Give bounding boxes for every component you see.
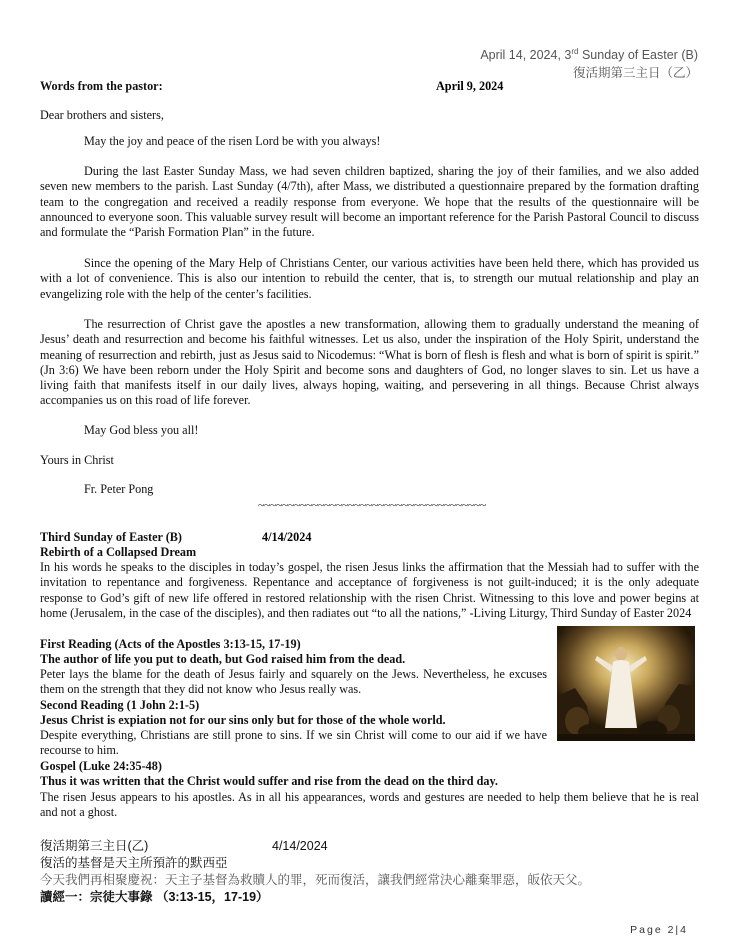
pastor-paragraph-4: The resurrection of Christ gave the apostles a new transformation, allowing them to gradually understand the meaning of Jesus’ death and resurrection and become his faithful witnesses. Let us also, under the inspiration of the Holy Spirit, understand the meaning of resurrection and rebirth, just as Jesus said to Nicodemus: “What is born of flesh is flesh and what is born of spirit is spirit.” (Jn 3:6) We have been reborn under the Holy Spirit and become sons and daughters of God, no longer slaves to sin. Let us have a living faith that manifests itself in our daily lives, always hoping, waiting, and persevering in all things. Because Christ always accompanies us on this road of life forever.	[40, 317, 699, 408]
chinese-title: 復活期第三主日(乙)	[40, 839, 149, 853]
reflection-date: 4/14/2024	[262, 530, 312, 544]
pastor-heading: Words from the pastor:	[40, 79, 163, 93]
pastor-blessing: May God bless you all!	[84, 423, 199, 437]
bulletin-chinese-header: 復活期第三主日（乙）	[572, 66, 698, 80]
first-reading-title: First Reading (Acts of the Apostles 3:13-15, 17-19)	[40, 637, 301, 651]
risen-christ-image	[557, 626, 695, 741]
pastor-signature: Fr. Peter Pong	[84, 482, 154, 496]
reflection-body: In his words he speaks to the disciples in today’s gospel, the risen Jesus links the affirmation that the Messiah had to suffer with the invitation to repentance and forgiveness. Repentance and acceptance of forgiveness is not guilt-induced; it is the only adequate response to God’s gift of new life offered in restored relationship with the risen Christ. Witnessing to this love and power begins at home (Jerusalem, in the case of the disciples), and then radiates out “to all the nations,” -Living Liturgy, Third Sunday of Easter 2024	[40, 560, 699, 620]
pastor-greeting: Dear brothers and sisters,	[40, 108, 164, 122]
page-number: Page 2|4	[630, 924, 688, 936]
gospel-title: Gospel (Luke 24:35-48)	[40, 759, 162, 773]
first-reading-body: Peter lays the blame for the death of Jesus fairly and squarely on the Jews. Nevertheless, he excuses them on the strength that they did not know who Jesus really was.	[40, 667, 547, 697]
reflection-title: Third Sunday of Easter (B)	[40, 530, 182, 544]
gospel-quote: Thus it was written that the Christ would suffer and rise from the dead on the third day.	[40, 774, 498, 788]
first-reading-quote: The author of life you put to death, but God raised him from the dead.	[40, 652, 406, 666]
pastor-paragraph-3: Since the opening of the Mary Help of Christians Center, our various activities have been held there, which has provided us with a lot of convenience. This is also our intention to rebuild the center, that is, to strength our mutual relationship and play an evangelizing role with the help of the center’s facilities.	[40, 256, 699, 301]
second-reading-quote: Jesus Christ is expiation not for our sins only but for those of the whole world.	[40, 713, 446, 727]
pastor-paragraph-2: During the last Easter Sunday Mass, we had seven children baptized, sharing the joy of their families, and we also added seven new members to the parish. Last Sunday (4/7th), after Mass, we distributed a questionnaire prepared by the formation drafting team to the congregation and received a readily response from everyone. We hope that the results of the questionnaire will be announced to everyone soon. This valuable survey result will become an important reference for the Parish Pastoral Council to discuss and formulate the “Parish Formation Plan” in the future.	[40, 164, 699, 240]
reflection-subtitle: Rebirth of a Collapsed Dream	[40, 545, 197, 559]
pastor-paragraph-1: May the joy and peace of the risen Lord be with you always!	[84, 134, 381, 148]
chinese-body: 今天我們再相聚慶祝：天主子基督為救贖人的罪，死而復活，讓我們經常決心離棄罪惡，皈依天父。	[40, 873, 591, 887]
gospel-body: The risen Jesus appears to his apostles. As in all his appearances, words and gestures are needed to help them believe that he is real and not a ghost.	[40, 790, 699, 820]
pastor-date: April 9, 2024	[436, 79, 504, 93]
bulletin-date-header: April 14, 2024, 3rd Sunday of Easter (B)	[480, 47, 698, 63]
second-reading-title: Second Reading (1 John 2:1-5)	[40, 698, 200, 712]
chinese-date: 4/14/2024	[272, 839, 328, 853]
second-reading-body: Despite everything, Christians are still prone to sins. If we sin Christ will come to our aid if we have recourse to him.	[40, 728, 547, 758]
chinese-first-reading: 讀經一：宗徒大事錄 （3:13-15，17-19）	[40, 890, 269, 904]
chinese-subtitle: 復活的基督是天主所預許的默西亞	[40, 856, 228, 870]
section-divider: ~~~~~~~~~~~~~~~~~~~~~~~~~~~~~~~~~~~~~~	[258, 498, 486, 512]
pastor-closing: Yours in Christ	[40, 453, 114, 467]
